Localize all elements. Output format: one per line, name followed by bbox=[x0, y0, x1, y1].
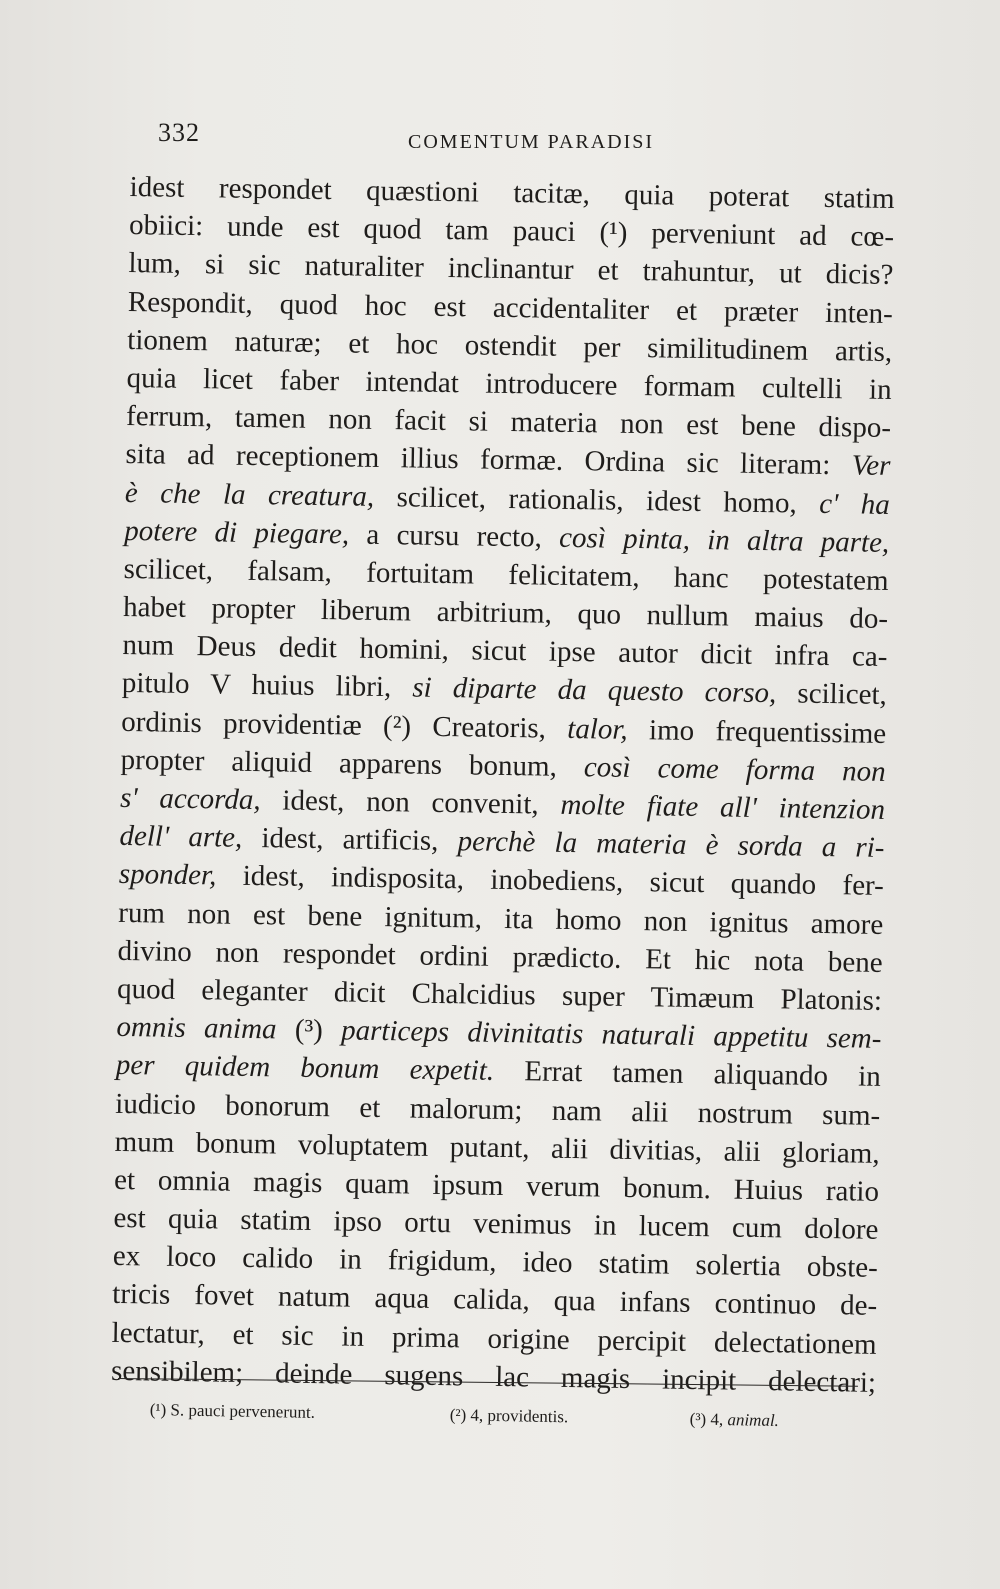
italic-text: perchè la materia è sorda a ri- bbox=[457, 825, 885, 865]
roman-text: iudicio bonorum et malorum; nam alii nostrum sum- bbox=[115, 1087, 881, 1132]
italic-text: così pinta, in altra parte, bbox=[558, 521, 890, 559]
roman-text: rum non est bene ignitum, ita homo non ignitus amore bbox=[118, 896, 884, 941]
roman-text: (³) bbox=[276, 1013, 342, 1047]
italic-text: è che la creatura, bbox=[124, 476, 375, 513]
italic-text: Ver bbox=[851, 449, 891, 483]
roman-text: Errat tamen aliquando in bbox=[493, 1055, 882, 1094]
roman-text: pitulo V huius libri, bbox=[121, 667, 413, 704]
italic-text: sponder, bbox=[118, 858, 217, 892]
italic-text: omnis anima bbox=[116, 1011, 277, 1046]
roman-text: obiici: unde est quod tam pauci (¹) perveniunt ad cœ- bbox=[128, 209, 895, 254]
roman-text: lectatur, et sic in prima origine percipit delectationem bbox=[111, 1316, 877, 1361]
roman-text: lum, si sic naturaliter inclinantur et trahuntur, ut dicis? bbox=[128, 247, 894, 292]
italic-text: per quidem bonum expetit. bbox=[115, 1049, 495, 1088]
page-number: 332 bbox=[158, 118, 200, 147]
footnotes bbox=[149, 1400, 830, 1452]
italic-text: c' ha bbox=[818, 487, 891, 521]
roman-text: sita ad receptionem illius formæ. Ordina sic literam: bbox=[125, 438, 852, 482]
roman-text: scilicet, rationalis, idest homo, bbox=[373, 480, 820, 520]
roman-text: idest, artificis, bbox=[242, 822, 458, 858]
roman-text: Respondit, quod hoc est accidentaliter et præter inten- bbox=[127, 285, 894, 330]
roman-text: mum bonum voluptatem putant, alii divitias, alii gloriam, bbox=[114, 1125, 880, 1170]
roman-text: idest respondet quæstioni tacitæ, quia poterat statim bbox=[129, 170, 895, 216]
roman-text: tricis fovet natum aqua calida, qua infans continuo de- bbox=[112, 1278, 878, 1323]
roman-text: habet propter liberum arbitrium, quo nullum maius do- bbox=[122, 591, 889, 636]
roman-text: propter aliquid apparens bonum, bbox=[120, 743, 585, 784]
italic-text: potere di piegare, bbox=[124, 514, 350, 551]
roman-text: idest, indisposita, inobediens, sicut quando fer- bbox=[216, 859, 885, 903]
roman-text: imo frequentissime bbox=[627, 713, 887, 750]
roman-text: a cursu recto, bbox=[348, 518, 560, 554]
italic-text: particeps divinitatis naturali appetitu sem- bbox=[340, 1014, 882, 1056]
footnote-1: (¹) S. pauci pervenerunt. bbox=[149, 1400, 316, 1422]
italic-text: dell' arte, bbox=[119, 820, 243, 855]
italic-text: così come forma non bbox=[583, 751, 886, 788]
italic-text: talor, bbox=[567, 712, 628, 746]
roman-text: divino non respondet ordini prædicto. Et hic nota bene bbox=[117, 934, 883, 979]
italic-text: si diparte da questo corso, bbox=[412, 671, 777, 710]
roman-text: est quia statim ipso ortu venimus in lucem cum dolore bbox=[113, 1201, 879, 1246]
roman-text: quia licet faber intendat introducere formam cultelli in bbox=[126, 361, 892, 406]
running-head bbox=[158, 118, 858, 158]
roman-text: ordinis providentiæ (²) Creatoris, bbox=[121, 705, 568, 745]
footnote-2: (²) 4, providentis. bbox=[449, 1405, 569, 1427]
body-text bbox=[111, 168, 895, 1402]
roman-text: ferrum, tamen non facit si materia non est bene dispo- bbox=[125, 400, 892, 445]
footnote-3-italic: animal. bbox=[727, 1410, 780, 1430]
roman-text: quod eleganter dicit Chalcidius super Timæum Platonis: bbox=[116, 972, 883, 1017]
running-title: COMENTUM PARADISI bbox=[408, 131, 655, 153]
footnote-3-mark: (³) 4, bbox=[689, 1409, 728, 1430]
roman-text: idest, non convenit, bbox=[260, 784, 561, 821]
roman-text: ex loco calido in frigidum, ideo statim solertia obste- bbox=[112, 1240, 879, 1285]
footnote-3 bbox=[690, 1409, 779, 1431]
roman-text: tionem naturæ; et hoc ostendit per similitudinem artis, bbox=[127, 323, 893, 368]
roman-text: sensibilem; deinde sugens lac magis incipit delectari; bbox=[110, 1354, 877, 1399]
roman-text: num Deus dedit homini, sicut ipse autor dicit infra ca- bbox=[122, 629, 888, 674]
roman-text: scilicet, bbox=[776, 677, 888, 712]
italic-text: s' accorda, bbox=[119, 781, 261, 817]
roman-text: scilicet, falsam, fortuitam felicitatem, hanc potestatem bbox=[123, 552, 889, 597]
roman-text: et omnia magis quam ipsum verum bonum. Huius ratio bbox=[113, 1163, 880, 1208]
italic-text: molte fiate all' intenzion bbox=[560, 788, 886, 826]
